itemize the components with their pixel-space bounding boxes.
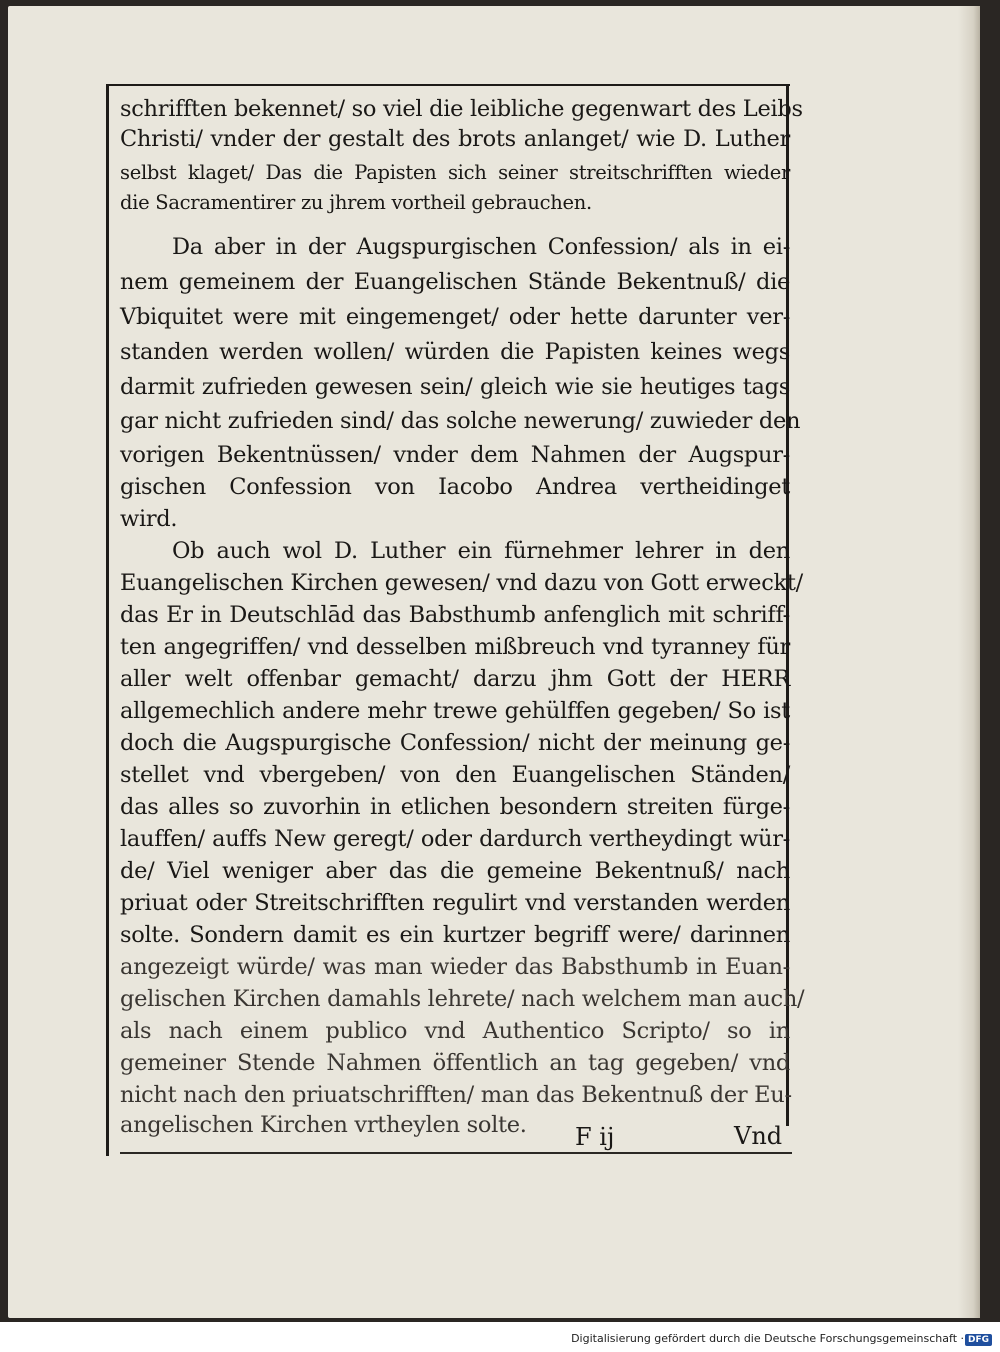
text-line: Ob auch wol D. Luther ein fürnehmer lehrer in den <box>172 538 790 564</box>
text-line: selbst klaget/ Das die Papisten sich seiner streitschrifften wieder <box>120 161 790 184</box>
text-line: wird. <box>120 506 178 532</box>
text-frame-left-rule <box>106 86 109 1156</box>
signature-mark: F ij <box>575 1123 615 1151</box>
text-line: de/ Viel weniger aber das die gemeine Bekentnuß/ nach <box>120 858 790 884</box>
text-line: nicht nach den priuatschrifften/ man das Bekentnuß der Eu- <box>120 1082 792 1108</box>
text-line: lauffen/ auffs New geregt/ oder dardurch vertheydingt wür- <box>120 826 790 852</box>
text-line: aller welt offenbar gemacht/ darzu jhm Gott der HERR <box>120 666 790 692</box>
text-line: gemeiner Stende Nahmen öffentlich an tag gegeben/ vnd <box>120 1050 790 1076</box>
text-line: das alles so zuvorhin in etlichen besondern streiten fürge- <box>120 794 790 820</box>
digitization-credit: Digitalisierung gefördert durch die Deutsche Forschungsgemeinschaft · <box>571 1332 964 1345</box>
text-line: stellet vnd vbergeben/ von den Euangelischen Ständen/ <box>120 762 790 788</box>
text-line: Euangelischen Kirchen gewesen/ vnd dazu von Gott erweckt/ <box>120 570 803 596</box>
text-line: Da aber in der Augspurgischen Confession/ als in ei- <box>172 234 790 260</box>
text-line: gischen Confession von Iacobo Andrea vertheidinget <box>120 474 790 500</box>
text-line: priuat oder Streitschrifften regulirt vnd verstanden werden <box>120 890 790 916</box>
text-line: darmit zufrieden gewesen sein/ gleich wie sie heutiges tags <box>120 374 790 400</box>
text-line: angezeigt würde/ was man wieder das Babsthumb in Euan- <box>120 954 790 980</box>
page-edge-shadow <box>958 6 980 1318</box>
text-line: doch die Augspurgische Confession/ nicht der meinung ge- <box>120 730 790 756</box>
text-line: standen werden wollen/ würden die Papisten keines wegs <box>120 339 790 365</box>
text-frame-bottom-rule <box>120 1152 792 1154</box>
text-line: das Er in Deutschlād das Babsthumb anfenglich mit schriff- <box>120 602 790 628</box>
text-line: nem gemeinem der Euangelischen Stände Bekentnuß/ die <box>120 269 790 295</box>
text-line: gar nicht zufrieden sind/ das solche newerung/ zuwieder den <box>120 408 801 434</box>
dfg-logo: DFG <box>965 1334 992 1346</box>
catchword: Vnd <box>734 1122 783 1150</box>
text-line: Vbiquitet were mit eingemenget/ oder hette darunter ver- <box>120 304 790 330</box>
text-line: angelischen Kirchen vrtheylen solte. <box>120 1112 527 1138</box>
text-line: Christi/ vnder der gestalt des brots anlanget/ wie D. Luther <box>120 126 790 152</box>
text-line: schrifften bekennet/ so viel die leibliche gegenwart des Leibs <box>120 96 803 122</box>
text-line: gelischen Kirchen damahls lehrete/ nach welchem man auch/ <box>120 986 805 1012</box>
text-line: die Sacramentirer zu jhrem vortheil gebrauchen. <box>120 191 592 214</box>
text-line: solte. Sondern damit es ein kurtzer begriff were/ darinnen <box>120 922 790 948</box>
text-line: ten angegriffen/ vnd desselben mißbreuch vnd tyranney für <box>120 634 790 660</box>
text-line: als nach einem publico vnd Authentico Scripto/ so in <box>120 1018 790 1044</box>
text-line: vorigen Bekentnüssen/ vnder dem Nahmen der Augspur- <box>120 442 790 468</box>
text-line: allgemechlich andere mehr trewe gehülffen gegeben/ So ist <box>120 698 790 724</box>
